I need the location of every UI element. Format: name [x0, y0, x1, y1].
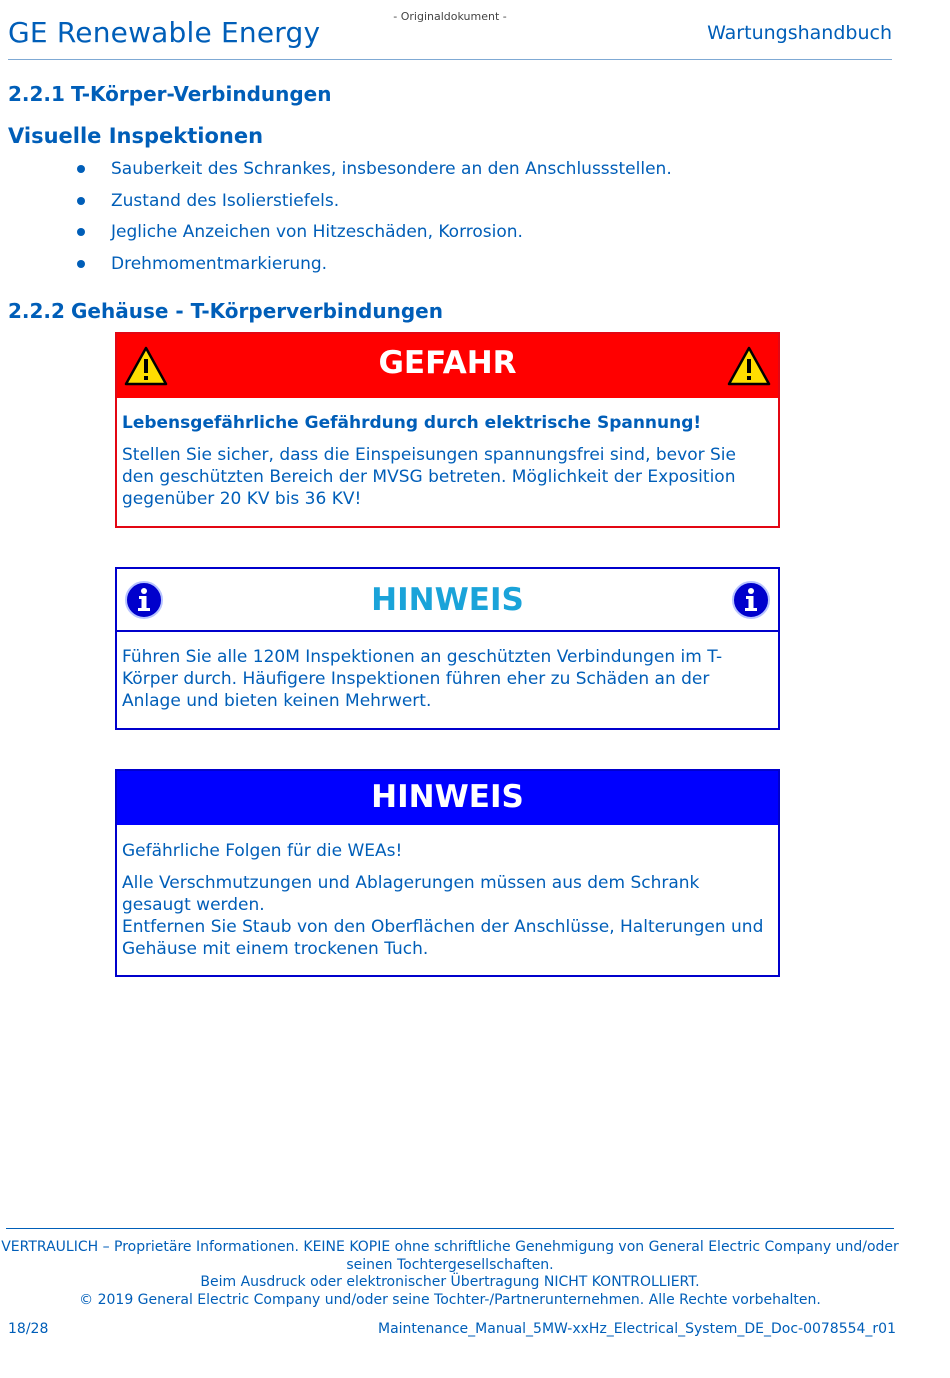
document-id: Maintenance_Manual_5MW-xxHz_Electrical_System_DE_Doc-0078554_r01	[378, 1321, 896, 1337]
notice-title: HINWEIS	[371, 582, 524, 618]
footer-divider	[6, 1228, 894, 1229]
original-document-note: - Originaldokument -	[393, 10, 507, 23]
danger-box	[115, 332, 780, 528]
notice-text: Führen Sie alle 120M Inspektionen an geschützten Verbindungen im T-Körper durch. Häufigere Inspektionen führen eher zu Schäden an der Anlage und bieten keinen Mehrwert.	[122, 647, 723, 711]
page-number: 18/28	[8, 1321, 49, 1337]
document-type: Wartungshandbuch	[707, 22, 892, 44]
subheading-visual-inspections: Visuelle Inspektionen	[8, 124, 264, 148]
brand-name: GE Renewable Energy	[8, 16, 321, 49]
notice-body	[117, 825, 778, 960]
danger-body	[117, 398, 778, 510]
section-number: 2.2.1	[8, 82, 65, 106]
section-title: T-Körper-Verbindungen	[71, 82, 332, 106]
notice-lead: Gefährliche Folgen für die WEAs!	[122, 841, 403, 861]
notice-text-line-2: Entfernen Sie Staub von den Oberflächen der Anschlüsse, Halterungen und Gehäuse mit einem trockenen Tuch.	[122, 917, 764, 959]
section-number: 2.2.2	[8, 299, 65, 323]
header-divider	[8, 59, 892, 60]
notice-title: HINWEIS	[371, 779, 524, 815]
bullet-icon	[77, 165, 85, 173]
list-item: Sauberkeit des Schrankes, insbesondere an den Anschlussstellen.	[75, 155, 672, 187]
notice-text-line-1: Alle Verschmutzungen und Ablagerungen müssen aus dem Schrank gesaugt werden.	[122, 873, 700, 915]
notice-header	[117, 771, 778, 825]
bullet-icon	[77, 228, 85, 236]
danger-lead: Lebensgefährliche Gefährdung durch elektrische Spannung!	[122, 413, 702, 433]
list-item: Jegliche Anzeichen von Hitzeschäden, Korrosion.	[75, 218, 672, 250]
notice-header	[117, 569, 778, 632]
inspection-list	[75, 155, 672, 281]
danger-title: GEFAHR	[378, 345, 517, 381]
section-heading-2-2-1	[8, 82, 331, 106]
notice-box-1	[115, 567, 780, 730]
confidentiality-notice: VERTRAULICH – Proprietäre Informationen. KEINE KOPIE ohne schriftliche Genehmigung von General Electric Company und/oder seinen Tochtergesellschaften. Beim Ausdruck oder elektronischer Übertragung NICHT KONTROLLIERT. © 2019 General Electric Company und/oder seine Tochter-/Partnerunternehmen. Alle Rechte vorbehalten.	[1, 1239, 899, 1308]
section-heading-2-2-2	[8, 299, 443, 323]
danger-header	[117, 334, 778, 398]
section-title: Gehäuse - T-Körperverbindungen	[71, 299, 443, 323]
warning-triangle-icon	[727, 346, 771, 386]
list-item: Drehmomentmarkierung.	[75, 250, 672, 282]
bullet-icon	[77, 197, 85, 205]
bullet-icon	[77, 260, 85, 268]
info-icon	[731, 580, 771, 620]
notice-body	[117, 632, 778, 712]
notice-box-2	[115, 769, 780, 977]
danger-text: Stellen Sie sicher, dass die Einspeisungen spannungsfrei sind, bevor Sie den geschützten Bereich der MVSG betreten. Möglichkeit der Exposition gegenüber 20 KV bis 36 KV!	[122, 445, 736, 509]
list-item: Zustand des Isolierstiefels.	[75, 187, 672, 219]
